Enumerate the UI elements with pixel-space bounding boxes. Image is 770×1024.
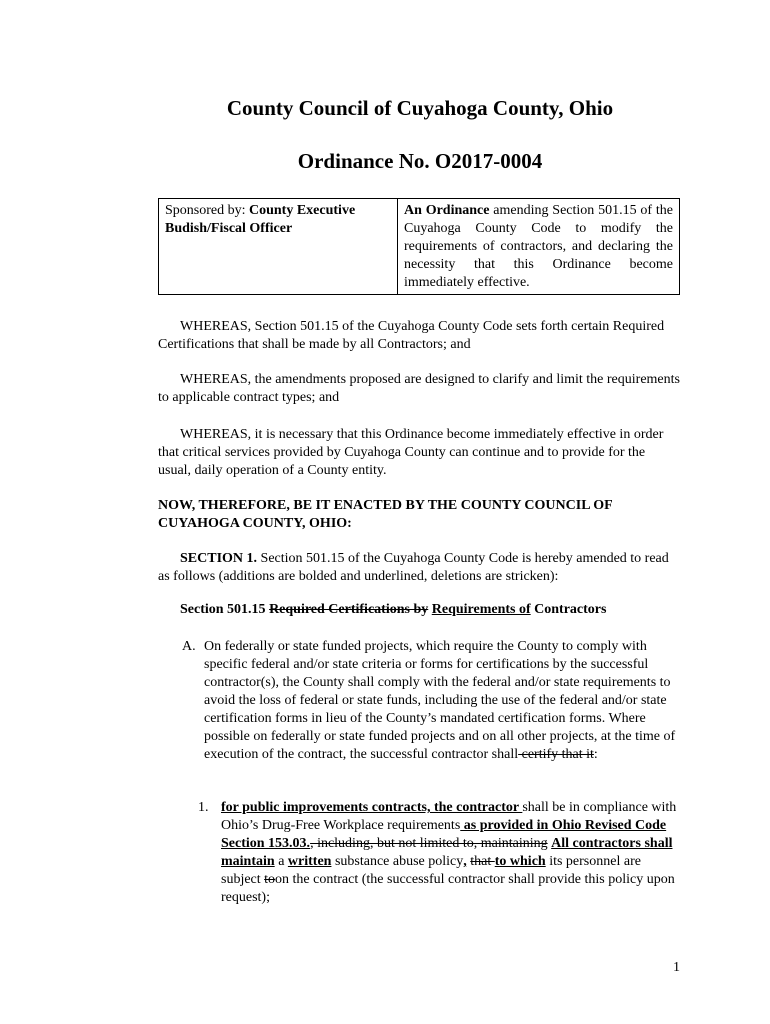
item-1-add-2: as provided in Ohio Revised Code Section 153.03. [221, 818, 667, 851]
list-item-1-text [221, 799, 682, 907]
section-1-text: Section 501.15 of the Cuyahoga County Code is hereby amended to read as follows (additions are bolded and underlined, deletions are stricken): [158, 551, 669, 584]
item-1-text-1: shall be in compliance with Ohio’s Drug-Free Workplace requirements [221, 800, 677, 833]
section-1-label: SECTION 1. [180, 551, 258, 566]
sponsor-table [158, 198, 680, 295]
section-heading-added: Requirements of [431, 602, 531, 617]
item-a-deleted: certify that it [518, 747, 594, 762]
section-heading-tail: Contractors [530, 602, 607, 617]
whereas-paragraph-2: WHEREAS, the amendments proposed are designed to clarify and limit the requirements to applicable contract types; and [158, 372, 680, 405]
item-1-add-6: to which [494, 854, 546, 869]
list-marker-a: A. [182, 639, 196, 654]
item-a-tail: : [593, 747, 598, 762]
sponsor-name-line1: County Executive [249, 203, 356, 218]
item-1-del-2: that [470, 854, 495, 869]
list-marker-1: 1. [198, 800, 209, 815]
item-1-text-4: its personnel are subject [221, 854, 641, 887]
ordinance-number: Ordinance No. O2017-0004 [297, 149, 543, 173]
item-1-add-1: for public improvements contracts, the contractor [221, 800, 523, 815]
ordinance-description-cell [398, 199, 680, 295]
section-heading [180, 602, 606, 618]
sponsor-cell [159, 199, 398, 295]
sponsor-name-line2: Budish/Fiscal Officer [165, 221, 293, 236]
item-1-del-1: , including, but not limited to, maintaining [310, 836, 548, 851]
item-1-text-3b: y [456, 854, 464, 869]
item-1-add-4: written [287, 854, 332, 869]
page-number: 1 [673, 960, 680, 975]
enactment-clause: NOW, THEREFORE, BE IT ENACTED BY THE COUNTY COUNCIL OF CUYAHOGA COUNTY, OHIO: [158, 498, 613, 531]
item-1-text-5: on the contract (the successful contractor shall provide this policy upon request); [221, 872, 675, 905]
item-1-add-5: , [463, 854, 467, 869]
document-title: County Council of Cuyahoga County, Ohio [226, 96, 614, 120]
item-1-del-3: to [264, 872, 276, 887]
item-a-text: On federally or state funded projects, which require the County to comply with specific federal and/or state criteria or forms for certifications by the successful contractor(s), the County shall comply with the federal and/or state requirements to avoid the loss of federal or state funds, including the use of the federal and/or state certification forms in lieu of the County’s mandated certification forms. Where possible on federally or state funded projects and on all other projects, at the time of execution of the contract, the successful contractor shal [204, 639, 676, 762]
list-item-a [182, 638, 682, 764]
sponsor-label: Sponsored by: [165, 203, 249, 218]
ordinance-description: amending Section 501.15 of the Cuyahoga County Code to modify the requirements of contractors, and declaring the necessity that this Ordinance become immediately effective. [404, 203, 673, 290]
item-1-text-3: substance abuse polic [331, 854, 457, 869]
section-1-paragraph [158, 550, 680, 586]
item-1-text-2: a [274, 854, 288, 869]
item-a-text-l: l [514, 747, 519, 762]
item-1-add-3: All contractors shall maintain [221, 836, 673, 869]
whereas-paragraph-1: WHEREAS, Section 501.15 of the Cuyahoga County Code sets forth certain Required Certifications that shall be made by all Contractors; and [158, 319, 665, 352]
ordinance-lead: An Ordinance [404, 203, 490, 218]
list-item-1 [198, 799, 682, 907]
section-heading-deleted: Required Certifications by [269, 602, 429, 617]
whereas-paragraph-3: WHEREAS, it is necessary that this Ordinance become immediately effective in order that critical services provided by Cuyahoga County can continue and to provide for the usual, daily operation of a County entity. [158, 427, 664, 478]
section-heading-number: Section 501.15 [180, 602, 270, 617]
list-item-a-text [204, 638, 682, 764]
